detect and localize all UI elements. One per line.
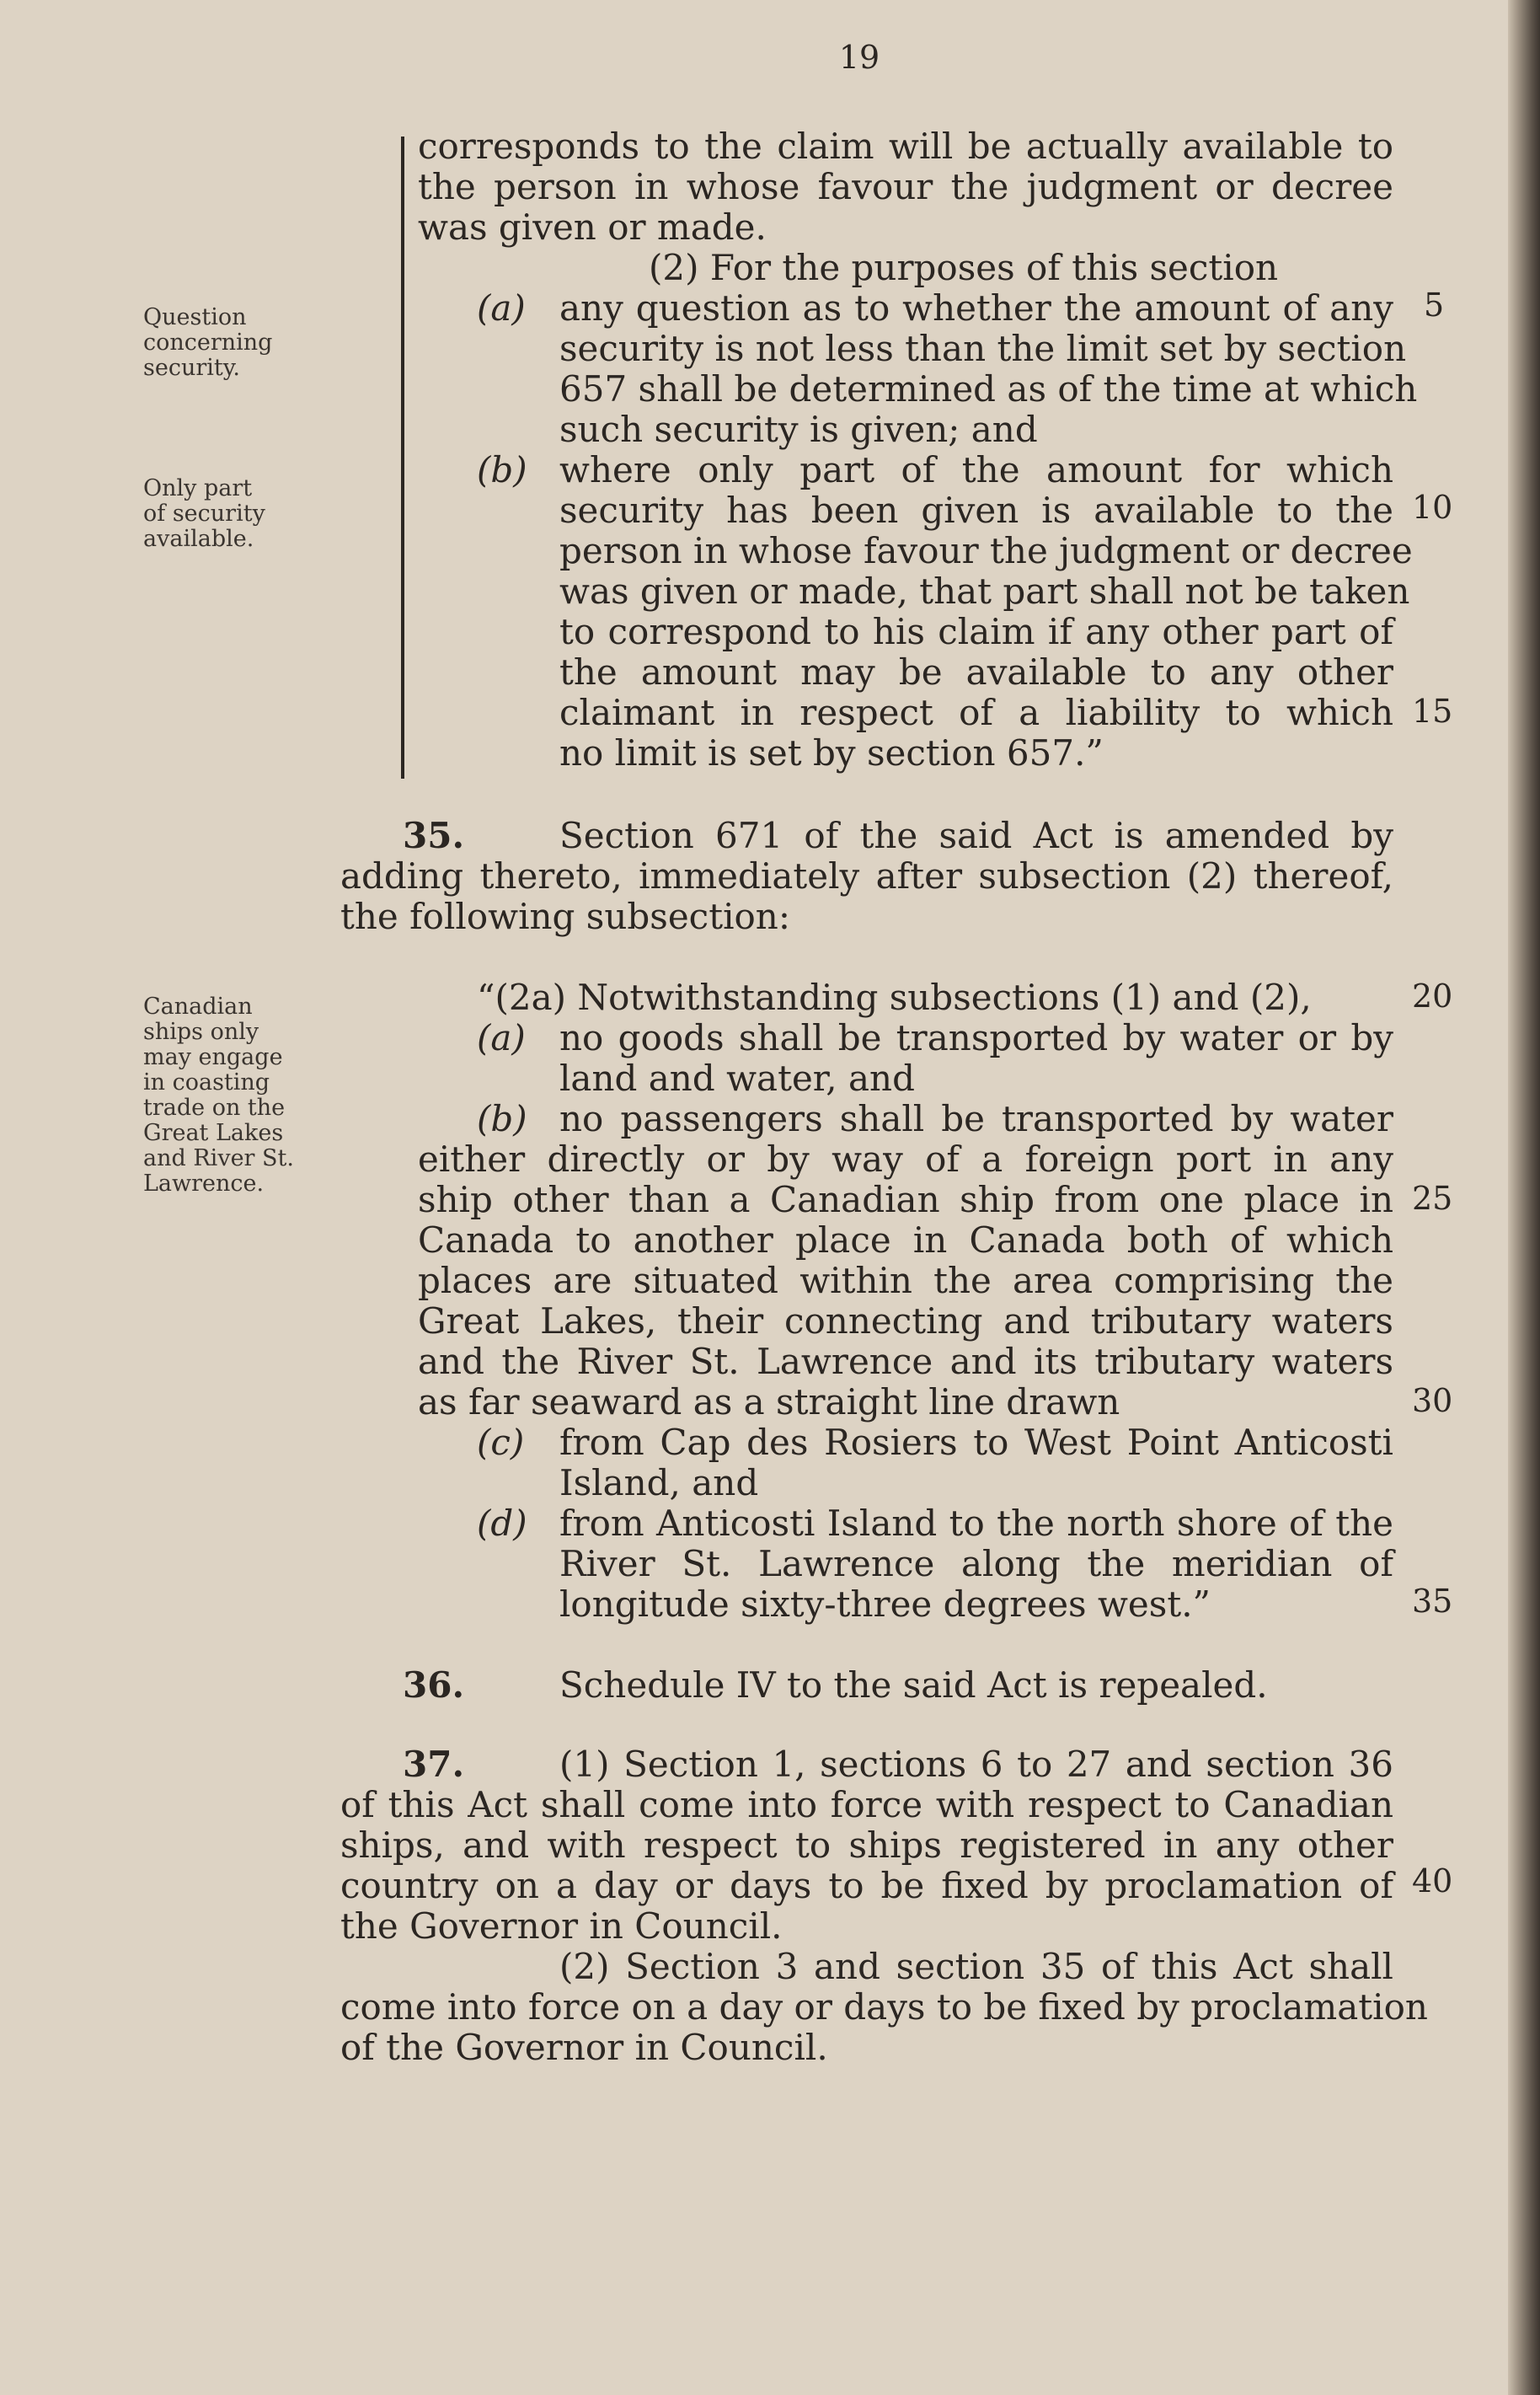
paragraph-label-a: (a) — [477, 1017, 526, 1058]
text-line: 657 shall be determined as of the time at which — [559, 368, 1418, 410]
text-line: come into force on a day or days to be fixed by proclamation — [340, 1986, 1428, 2028]
text-line: Section 671 of the said Act is amended by — [559, 815, 1393, 856]
line-number: 20 — [1412, 978, 1453, 1015]
page-number: 19 — [838, 39, 880, 76]
margin-note-question-security: Question concerning security. — [143, 304, 273, 381]
text-line: to correspond to his claim if any other part of — [559, 611, 1393, 652]
text-line: the following subsection: — [340, 896, 791, 937]
text-line: claimant in respect of a liability to which — [559, 692, 1393, 733]
line-number: 30 — [1412, 1382, 1453, 1419]
text-line: (1) Section 1, sections 6 to 27 and section 36 — [559, 1744, 1393, 1785]
text-line: security is not less than the limit set by section — [559, 328, 1407, 369]
section-number-37: 37. — [403, 1744, 465, 1785]
text-line: either directly or by way of a foreign port in any — [418, 1139, 1393, 1180]
line-number: 15 — [1412, 693, 1453, 730]
paragraph-label-b: (b) — [477, 1098, 527, 1139]
text-line: of this Act shall come into force with respect to Canadian — [340, 1784, 1393, 1825]
text-line: was given or made, that part shall not be taken — [559, 571, 1410, 612]
margin-note-only-part: Only part of security available. — [143, 475, 265, 552]
text-line: from Cap des Rosiers to West Point Anticosti — [559, 1422, 1393, 1463]
text-line: Island, and — [559, 1462, 759, 1503]
page-edge — [1508, 0, 1540, 2395]
line-number: 25 — [1412, 1180, 1453, 1217]
text-line: such security is given; and — [559, 409, 1038, 450]
text-line: no goods shall be transported by water or by — [559, 1017, 1393, 1058]
text-line: Canada to another place in Canada both of which — [418, 1219, 1393, 1261]
text-line: land and water, and — [559, 1058, 915, 1099]
text-line: of the Governor in Council. — [340, 2027, 828, 2068]
text-line: was given or made. — [418, 206, 767, 248]
text-line: (2) For the purposes of this section — [649, 247, 1279, 288]
text-line: Great Lakes, their connecting and tributary waters — [418, 1300, 1393, 1342]
line-number: 10 — [1412, 489, 1453, 526]
text-line: the amount may be available to any other — [559, 651, 1393, 693]
text-line: “(2a) Notwithstanding subsections (1) and (2), — [477, 977, 1312, 1018]
text-line: adding thereto, immediately after subsection (2) thereof, — [340, 855, 1393, 897]
text-line: security has been given is available to the — [559, 490, 1393, 531]
line-number: 5 — [1424, 287, 1445, 324]
text-line: ships, and with respect to ships registered in any other — [340, 1824, 1393, 1866]
text-line: the Governor in Council. — [340, 1905, 783, 1947]
text-line: as far seaward as a straight line drawn — [418, 1381, 1120, 1423]
text-line: country on a day or days to be fixed by proclamation of — [340, 1865, 1393, 1906]
text-line: the person in whose favour the judgment or decree — [418, 166, 1393, 207]
line-number: 35 — [1412, 1583, 1453, 1620]
text-line: longitude sixty-three degrees west.” — [559, 1583, 1211, 1625]
section-number-35: 35. — [403, 815, 465, 856]
text-line: no passengers shall be transported by water — [559, 1098, 1393, 1139]
line-number: 40 — [1412, 1862, 1453, 1899]
section-number-36: 36. — [403, 1664, 465, 1706]
amendment-margin-rule — [401, 137, 404, 779]
margin-note-canadian-ships: Canadian ships only may engage in coasting trade on the Great Lakes and River St. Lawrence. — [143, 994, 294, 1197]
text-line: (2) Section 3 and section 35 of this Act shall — [559, 1946, 1393, 1987]
paragraph-label-a: (a) — [477, 287, 526, 329]
text-line: River St. Lawrence along the meridian of — [559, 1543, 1393, 1584]
text-line: where only part of the amount for which — [559, 449, 1393, 490]
paragraph-label-c: (c) — [477, 1422, 525, 1463]
text-line: corresponds to the claim will be actually available to — [418, 126, 1393, 167]
paragraph-label-d: (d) — [477, 1503, 527, 1544]
text-line: person in whose favour the judgment or decree — [559, 530, 1413, 571]
text-line: Schedule IV to the said Act is repealed. — [559, 1664, 1268, 1706]
text-line: no limit is set by section 657.” — [559, 732, 1104, 774]
text-line: and the River St. Lawrence and its tributary waters — [418, 1341, 1393, 1382]
text-line: from Anticosti Island to the north shore of the — [559, 1503, 1393, 1544]
text-line: ship other than a Canadian ship from one place in — [418, 1179, 1393, 1220]
paragraph-label-b: (b) — [477, 449, 527, 490]
text-line: any question as to whether the amount of any — [559, 287, 1393, 329]
text-line: places are situated within the area comprising the — [418, 1260, 1393, 1301]
